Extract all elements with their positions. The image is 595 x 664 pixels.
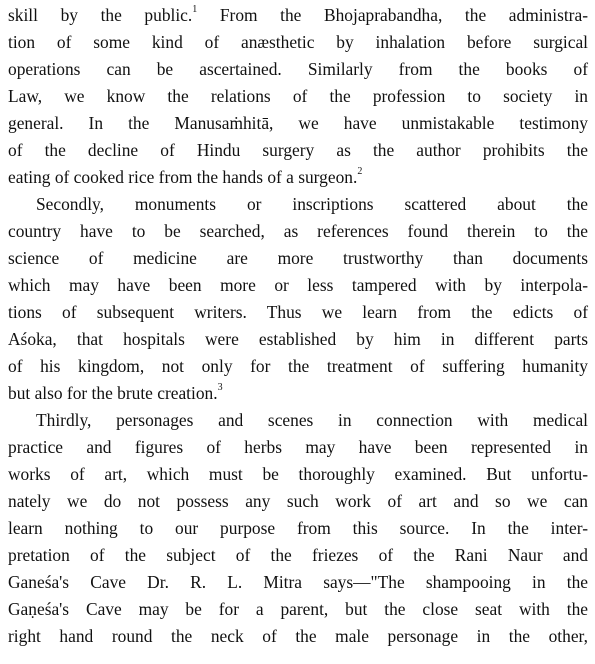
text-line: Gaṇeśa's Cave may be for a parent, but the close seat with the xyxy=(8,599,588,619)
text-line: tions of subsequent writers. Thus we learn from the edicts of xyxy=(8,302,588,322)
text-line: eating of cooked rice from the hands of a surgeon.$^2$ xyxy=(8,166,363,187)
text-line: practice and figures of herbs may have been represented in xyxy=(8,437,588,457)
text-line: works of art, which must be thoroughly examined. But unfortu- xyxy=(8,464,588,484)
text-line: right hand round the neck of the male personage in the other, xyxy=(8,626,588,646)
text-line: Aśoka, that hospitals were established by him in different parts xyxy=(8,329,588,349)
text-line: Thirdly, personages and scenes in connection with medical xyxy=(36,410,588,430)
text-line: Law, we know the relations of the profession to society in xyxy=(8,86,588,106)
text-line: of the decline of Hindu surgery as the author prohibits the xyxy=(8,140,588,160)
text-line: skill by the public.$^1$ From the Bhojaprabandha, the administra- xyxy=(8,4,588,25)
text-line: tion of some kind of anæsthetic by inhalation before surgical xyxy=(8,32,588,52)
text-line: learn nothing to our purpose from this source. In the inter- xyxy=(8,518,588,538)
text-line: Secondly, monuments or inscriptions scattered about the xyxy=(36,194,588,214)
text-line: of his kingdom, not only for the treatment of suffering humanity xyxy=(8,356,588,376)
text-line: country have to be searched, as references found therein to the xyxy=(8,221,588,241)
footnote-marker: 2 xyxy=(357,166,363,178)
text-line: science of medicine are more trustworthy than documents xyxy=(8,248,588,268)
footnote-marker: 1 xyxy=(192,4,198,16)
text-line: operations can be ascertained. Similarly from the books of xyxy=(8,59,588,79)
text-line: nately we do not possess any such work of art and so we can xyxy=(8,491,588,511)
text-line: but also for the brute creation.$^3$ xyxy=(8,382,223,403)
text-line: which may have been more or less tampered with by interpola- xyxy=(8,275,588,295)
text-line: general. In the Manusaṁhitā, we have unmistakable testimony xyxy=(8,113,588,133)
text-line: Ganeśa's Cave Dr. R. L. Mitra says—"The shampooing in the xyxy=(8,572,588,592)
text-line: pretation of the subject of the friezes of the Rani Naur and xyxy=(8,545,588,565)
footnote-marker: 3 xyxy=(217,382,223,394)
